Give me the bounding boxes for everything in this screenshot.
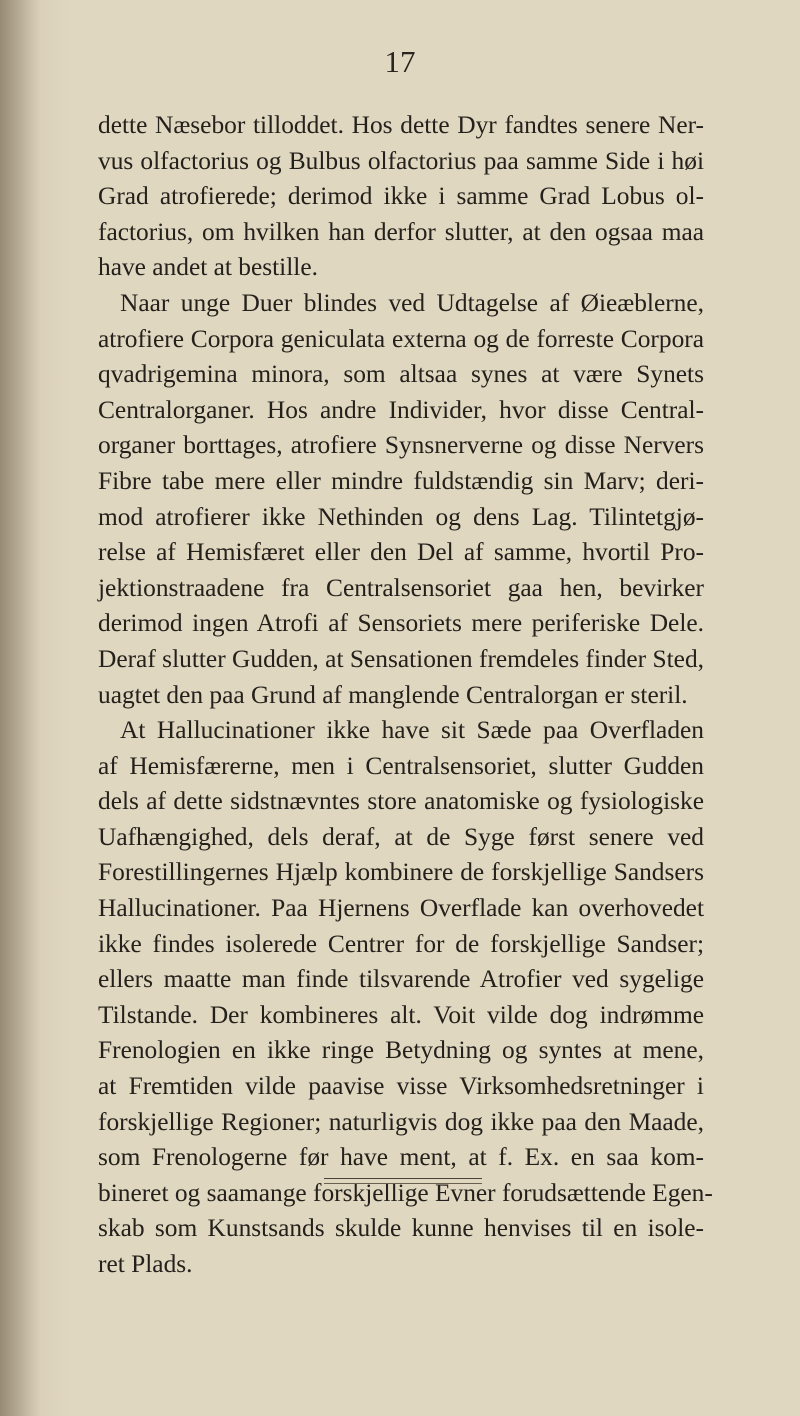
text-line: organer borttages, atrofiere Synsnerverne og disse Nervers	[98, 431, 704, 460]
text-line: factorius, om hvilken han derfor slutter, at den ogsaa maa	[98, 217, 704, 246]
text-line: Uafhængighed, dels deraf, at de Syge først senere ved	[98, 822, 704, 851]
body-text	[98, 108, 713, 1283]
text-line: Deraf slutter Gudden, at Sensationen fremdeles finder Sted,	[98, 644, 704, 673]
text-line: ellers maatte man finde tilsvarende Atrofier ved sygelige	[98, 965, 704, 994]
text-line: Frenologien en ikke ringe Betydning og syntes at mene,	[98, 1036, 704, 1065]
page-edge-shadow	[0, 0, 40, 1416]
text-line: relse af Hemisfæret eller den Del af samme, hvortil Pro-	[98, 538, 704, 567]
text-line: uagtet den paa Grund af manglende Centralorgan er steril.	[98, 680, 688, 709]
text-line: mod atrofierer ikke Nethinden og dens Lag. Tilintetgjø-	[98, 502, 704, 531]
text-line: ret Plads.	[98, 1250, 193, 1278]
text-line: atrofiere Corpora geniculata externa og de forreste Corpora	[98, 324, 704, 353]
text-line: at Fremtiden vilde paavise visse Virksomhedsretninger i	[98, 1072, 704, 1101]
text-line: Hallucinationer. Paa Hjernens Overflade kan overhovedet	[98, 894, 704, 923]
text-line: have andet at bestille.	[98, 253, 318, 282]
text-line: forskjellige Regioner; naturligvis dog ikke paa den Maade,	[98, 1107, 704, 1136]
text-line: Tilstande. Der kombineres alt. Voit vilde dog indrømme	[98, 1000, 704, 1029]
text-line: Grad atrofierede; derimod ikke i samme Grad Lobus ol-	[98, 182, 704, 211]
text-line: Forestillingernes Hjælp kombinere de forskjellige Sandsers	[98, 858, 704, 887]
text-line: dels af dette sidstnævntes store anatomiske og fysiologiske	[98, 787, 704, 816]
text-line: At Hallucinationer ikke have sit Sæde paa Overfladen	[120, 716, 704, 745]
page-number: 17	[384, 44, 416, 79]
text-line: vus olfactorius og Bulbus olfactorius paa samme Side i høi	[98, 146, 704, 175]
text-line: Fibre tabe mere eller mindre fuldstændig sin Marv; deri-	[98, 466, 704, 495]
text-line: Naar unge Duer blindes ved Udtagelse af Øieæblerne,	[120, 288, 704, 317]
text-line: som Frenologerne før have ment, at f. Ex. en saa kom-	[98, 1143, 704, 1172]
text-line: Centralorganer. Hos andre Individer, hvor disse Central-	[98, 395, 704, 424]
text-line: derimod ingen Atrofi af Sensoriets mere periferiske Dele.	[98, 609, 704, 638]
section-divider	[324, 1178, 482, 1179]
text-line: dette Næsebor tilloddet. Hos dette Dyr fandtes senere Ner-	[98, 111, 704, 139]
text-line: jektionstraadene fra Centralsensoriet gaa hen, bevirker	[98, 573, 704, 602]
text-line: qvadrigemina minora, som altsaa synes at være Synets	[98, 360, 704, 389]
text-line: bineret og saamange forskjellige Evner forudsættende Egen-	[98, 1178, 713, 1207]
section-divider-secondary	[324, 1183, 482, 1184]
text-line: skab som Kunstsands skulde kunne henvises til en isole-	[98, 1214, 704, 1243]
text-line: af Hemisfærerne, men i Centralsensoriet, slutter Gudden	[98, 751, 704, 780]
text-line: ikke findes isolerede Centrer for de forskjellige Sandser;	[98, 929, 704, 958]
